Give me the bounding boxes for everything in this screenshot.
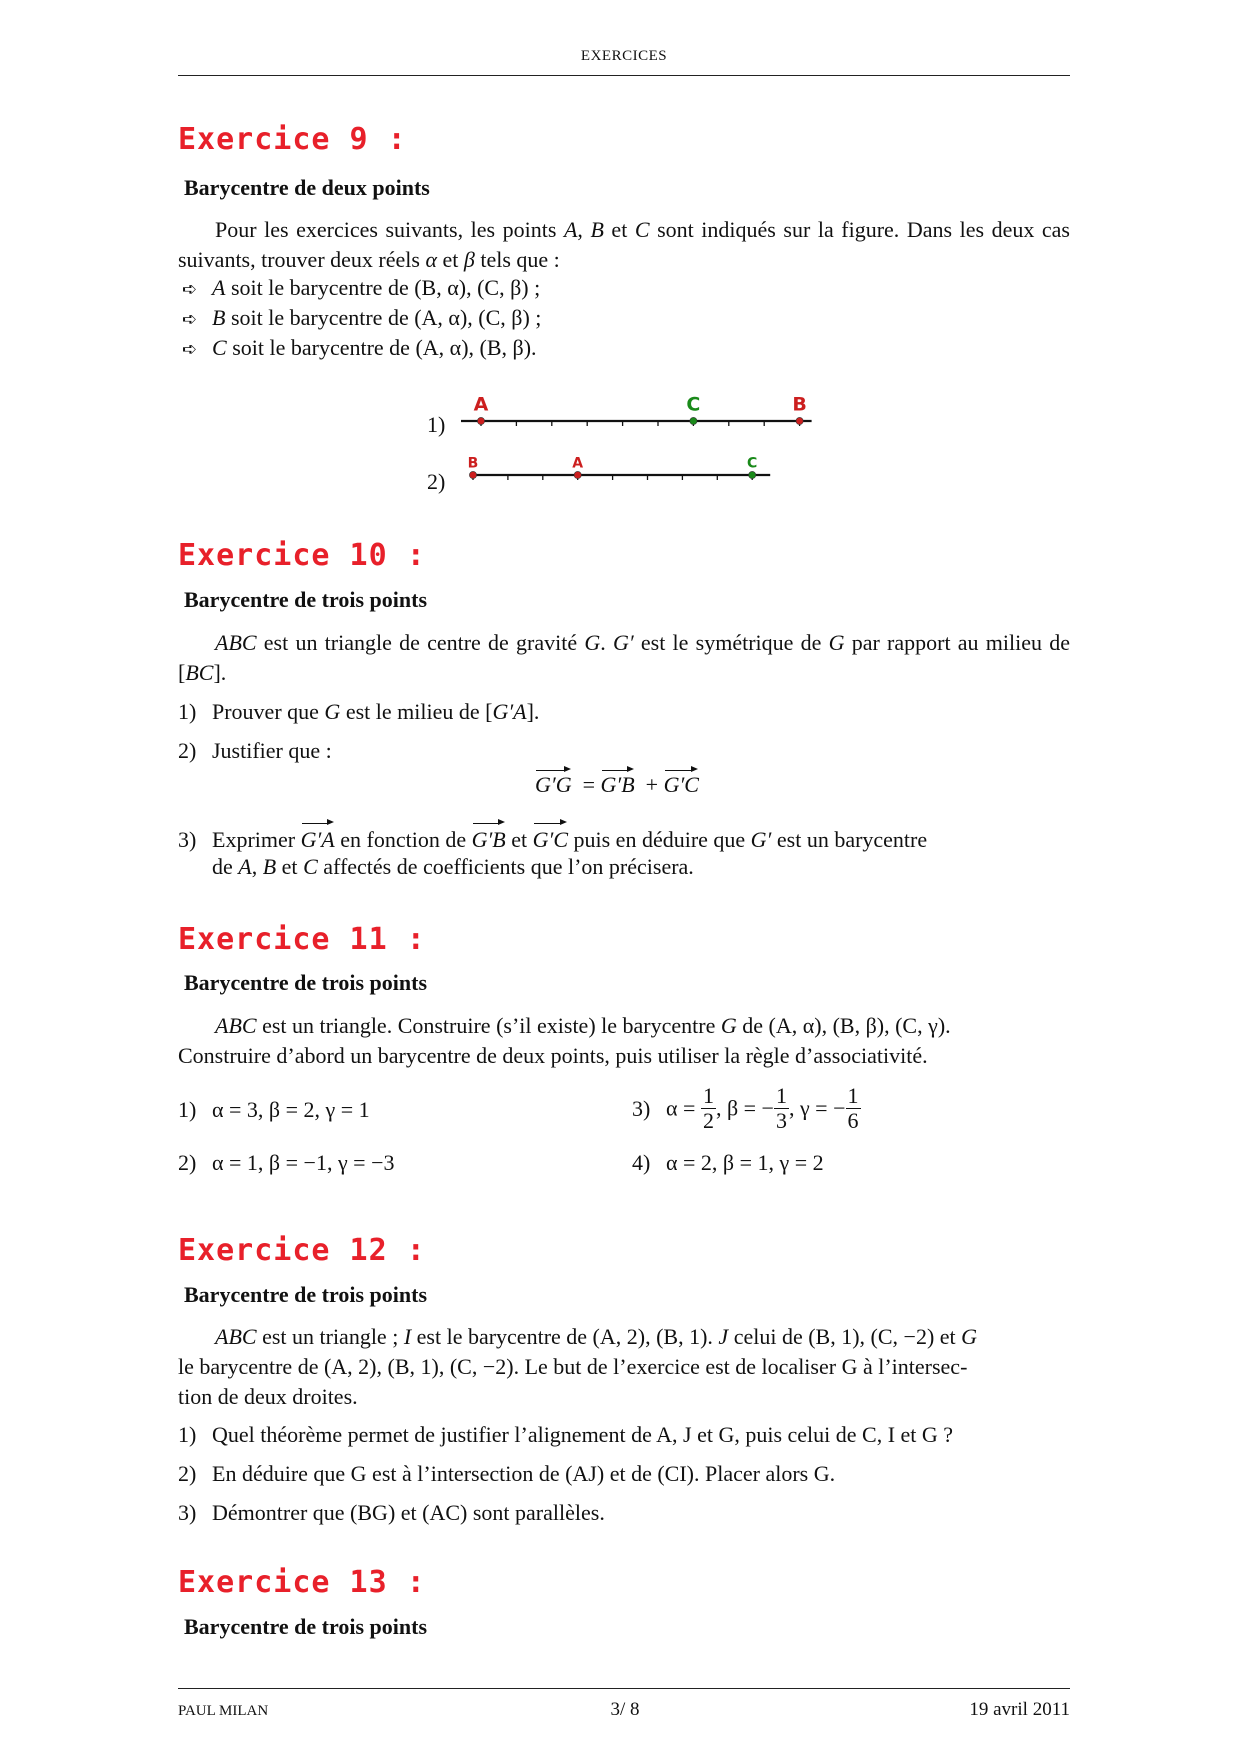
exercise-11-case-2: 2) α = 1, β = −1, γ = −3 <box>178 1150 395 1175</box>
exercise-11-intro: ABC est un triangle. Construire (s’il existe) le barycentre G de (A, α), (B, β), (C, γ). <box>215 1013 951 1038</box>
header-rule <box>178 75 1070 76</box>
point-b-dot <box>469 471 476 478</box>
exercise-12-question-2: 2) En déduire que G est à l’intersection de (AJ) et de (CI). Placer alors G. <box>178 1461 836 1486</box>
exercise-10-question-1: 1) Prouver que G est le milieu de [G′A]. <box>178 699 540 724</box>
point-c-dot <box>749 471 756 478</box>
point-a-label: A <box>473 393 489 416</box>
exercise-9-title: Exercice 9 : <box>178 122 407 157</box>
exercise-13-title: Exercice 13 : <box>178 1565 426 1600</box>
figure-line1-label: 1) <box>427 412 446 437</box>
arrow-bullet-icon: ➪ <box>182 339 198 360</box>
point-b-label: B <box>792 393 807 416</box>
exercise-12-question-1: 1) Quel théorème permet de justifier l’alignement de A, J et G, puis celui de C, I et G ? <box>178 1422 954 1447</box>
point-a-dot <box>477 417 484 424</box>
exercise-11-case-4: 4) α = 2, β = 1, γ = 2 <box>632 1150 824 1175</box>
figure-line2-label: 2) <box>427 469 446 494</box>
bullet-item: ➪ C soit le barycentre de (A, α), (B, β). <box>182 335 537 360</box>
exercise-11-intro-2: Construire d’abord un barycentre de deux points, puis utiliser la règle d’associativité. <box>178 1043 928 1068</box>
point-a-dot <box>574 471 581 478</box>
point-b-dot <box>796 417 803 424</box>
point-c-dot <box>690 417 697 424</box>
exercise-12-intro: ABC est un triangle ; I est le barycentre de (A, 2), (B, 1). J celui de (B, 1), (C, −2) et G <box>215 1324 978 1349</box>
exercise-9-subtitle: Barycentre de deux points <box>184 175 430 200</box>
bullet-item: ➪ B soit le barycentre de (A, α), (C, β) ; <box>182 305 542 330</box>
exercise-10-question-3: 3) Exprimer G′A en fonction de G′B et G′C puis en déduire que G′ est un barycentre <box>178 821 1070 855</box>
vector-equation: G′G = G′B + G′C <box>535 768 699 798</box>
exercise-10-subtitle: Barycentre de trois points <box>184 587 427 612</box>
exercise-12-intro-2: le barycentre de (A, 2), (B, 1), (C, −2). Le but de l’exercice est de localiser G à l’intersec- <box>178 1354 968 1379</box>
footer-date: 19 avril 2011 <box>969 1699 1070 1720</box>
arrow-bullet-icon: ➪ <box>182 309 198 330</box>
footer-page-number: 3/ 8 <box>610 1699 640 1720</box>
running-header: EXERCICES <box>580 48 668 64</box>
footer-rule <box>178 1688 1070 1689</box>
point-b-label: B <box>467 455 479 472</box>
exercise-11-case-1: 1) α = 3, β = 2, γ = 1 <box>178 1097 370 1122</box>
exercise-12-question-3: 3) Démontrer que (BG) et (AC) sont parallèles. <box>178 1500 605 1525</box>
point-c-label: C <box>747 455 758 472</box>
exercise-11-case-3: 3) α = $\frac{1}{2}$ , β = − $\frac{1}{3}$ , γ = − $\frac{1}{6}$ <box>632 1083 859 1133</box>
arrow-bullet-icon: ➪ <box>182 279 198 300</box>
bullet-item: ➪ A soit le barycentre de (B, α), (C, β) ; <box>182 275 541 300</box>
exercise-12-subtitle: Barycentre de trois points <box>184 1282 427 1307</box>
point-a-label: A <box>572 455 584 472</box>
figure-line1 <box>461 394 812 426</box>
exercise-11-title: Exercice 11 : <box>178 922 426 957</box>
exercise-12-intro-3: tion de deux droites. <box>178 1384 358 1409</box>
exercise-10-intro: ABC est un triangle de centre de gravité G. G′ est le symétrique de G par rapport au milieu de [BC]. <box>178 630 1070 685</box>
footer-author: PAUL MILAN <box>178 1703 269 1719</box>
point-c-label: C <box>686 393 701 416</box>
exercise-12-title: Exercice 12 : <box>178 1233 426 1268</box>
exercise-9-intro: Pour les exercices suivants, les points A, B et C sont indiqués sur la figure. Dans les deux cas suivants, trouver deux réels α et β tels que : <box>178 217 1070 272</box>
exercise-10-question-2: 2) Justifier que : <box>178 738 332 763</box>
exercise-11-subtitle: Barycentre de trois points <box>184 970 427 995</box>
exercise-13-subtitle: Barycentre de trois points <box>184 1614 427 1639</box>
exercise-10-question-3-cont: de A, B et C affectés de coefficients que l’on précisera. <box>212 854 694 879</box>
figure-line2 <box>468 455 771 480</box>
exercise-10-title: Exercice 10 : <box>178 538 426 573</box>
barycentre-figure <box>455 380 835 490</box>
